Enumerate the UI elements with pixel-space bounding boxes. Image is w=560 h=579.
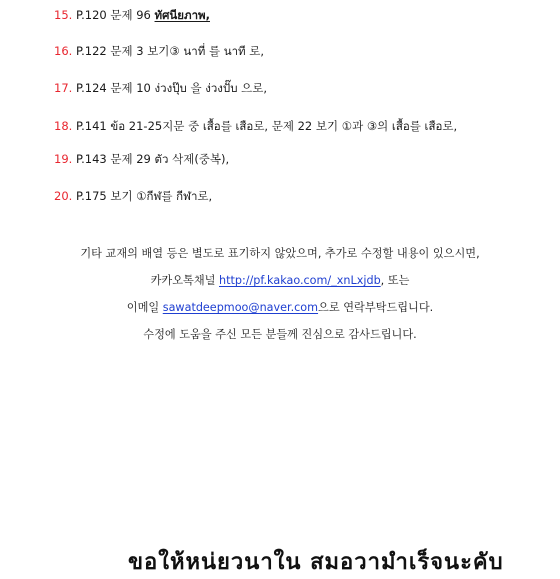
notice-text: , 또는 — [380, 274, 410, 287]
item-number: 20. — [54, 189, 73, 203]
notice-line-3 — [0, 300, 560, 316]
email-link[interactable]: sawatdeepmoo@naver.com — [162, 301, 319, 314]
notice-text: 으로 연락부탁드립니다. — [318, 301, 434, 314]
correction-item-18 — [54, 118, 457, 134]
item-number: 15. — [54, 8, 73, 22]
item-text: P.122 문제 3 보기③ นาที่ 를 นาที 로, — [75, 44, 265, 58]
item-underlined-word: ทัศนียภาพ, — [154, 8, 210, 22]
kakao-channel-link[interactable]: http://pf.kakao.com/_xnLxjdb — [219, 274, 381, 287]
notice-text: 이메일 — [126, 301, 163, 314]
item-number: 19. — [54, 152, 73, 166]
correction-item-16 — [54, 43, 264, 59]
item-text: P.124 문제 10 ง่วงปุ๊บ 을 ง่วงปั๊บ 으로, — [75, 81, 268, 95]
item-number: 17. — [54, 81, 73, 95]
notice-line-1: 기타 교재의 배열 등은 별도로 표기하지 않았으며, 추가로 수정할 내용이 있으시면, — [80, 247, 480, 260]
correction-item-19 — [54, 151, 229, 167]
item-text: P.143 문제 29 ตัว 삭제(중복), — [75, 152, 230, 166]
correction-item-15 — [54, 7, 210, 23]
item-text: P.120 문제 96 — [75, 8, 155, 22]
item-number: 16. — [54, 44, 73, 58]
notice-text: 카카오톡채널 — [150, 274, 219, 287]
item-text: P.141 ข้อ 21-25지문 중 เสื้อ를 เสือ로, 문제 22 보기 ①과 ③의 เสื้อ를 เสือ로, — [75, 119, 458, 133]
correction-item-17 — [54, 80, 267, 96]
item-text: P.175 보기 ①กีฬ를 กีฬา로, — [75, 189, 213, 203]
notice-line-4: 수정에 도움을 주신 모든 분들께 진심으로 감사드립니다. — [143, 328, 417, 341]
notice-line-2 — [0, 273, 560, 289]
item-number: 18. — [54, 119, 73, 133]
footer-thai-text: ขอให้หน่ยวนาใน สมอวามำเร็จนะคับ — [128, 550, 504, 575]
correction-item-20 — [54, 188, 212, 204]
